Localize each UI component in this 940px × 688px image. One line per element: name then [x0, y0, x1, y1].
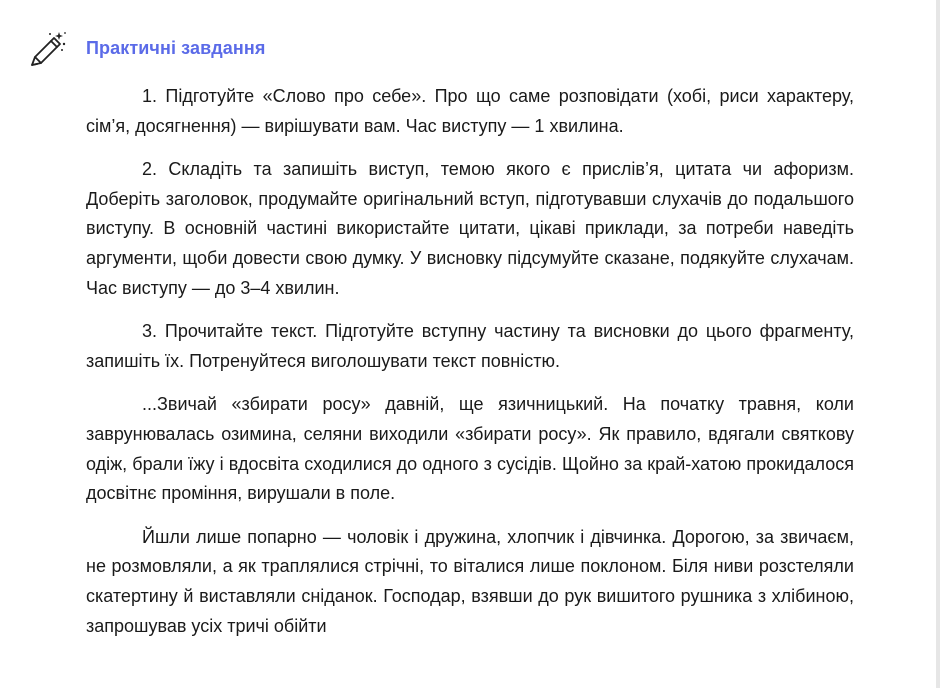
task-2-paragraph: 2. Складіть та запишіть виступ, темою якого є прислів’я, цитата чи афоризм. Доберіть заголовок, продумайте оригінальний вступ, підготувавши слухачів до подальшого виступу. В основній частині використайте цитати, цікаві приклади, за потреби наведіть аргументи, щоби довести свою думку. У висновку підсумуйте сказане, подякуйте слухачам. Час виступу — до 3–4 хвилин.: [86, 159, 854, 298]
section-header: [26, 30, 68, 72]
document-body: [86, 82, 854, 655]
text-paragraph-1: ...Звичай «збирати росу» давній, ще язичницький. На початку травня, коли заврунювалась озимина, селяни виходили «збирати росу». Як правило, вдягали святкову одіж, брали їжу і вдосвіта сходилися до одного з сусідів. Щойно за край-хатою прокидалося досвітнє проміння, вирушали в поле.: [86, 394, 854, 504]
pencil-sparkle-icon: [26, 30, 68, 72]
section-title: Практичні завдання: [86, 38, 266, 58]
page-edge: [936, 0, 940, 688]
task-1-paragraph: 1. Підготуйте «Слово про себе». Про що саме розповідати (хобі, риси характеру, сім’я, досягнення) — вирішувати вам. Час виступу — 1 хвилина.: [86, 86, 854, 136]
task-3-paragraph: 3. Прочитайте текст. Підготуйте вступну частину та висновки до цього фрагменту, запишіть їх. Потренуйтеся виголошувати текст повністю.: [86, 321, 854, 371]
text-paragraph-2: Йшли лише попарно — чоловік і дружина, хлопчик і дівчинка. Дорогою, за звичаєм, не розмовляли, а як траплялися стрічні, то віталися лише поклоном. Біля ниви розстеляли скатертину й виставляли сніданок. Господар, взявши до рук вишитого рушника з хлібиною, запрошував усіх тричі обійти: [86, 526, 854, 636]
